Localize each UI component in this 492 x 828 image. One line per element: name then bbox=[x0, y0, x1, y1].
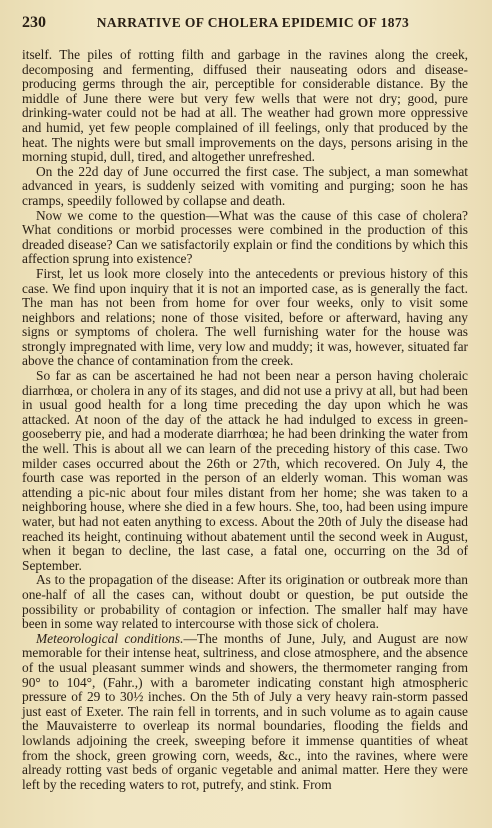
paragraph-case-history: So far as can be ascertained he had not been near a person having choleraic diarrhœa, or cholera in any of its stages, and did not use a privy at all, but had been in usual good health for a long time preceding the day upon which he was attacked. At noon of the day of the attack he had indulged to excess in green-gooseberry pie, and had a moderate diarrhœa; he had been drinking the water from the well. This is about all we can learn of the preceding history of this case. Two milder cases occurred about the 26th or 27th, which recovered. On July 4, the fourth case was reported in the person of an elderly woman. This woman was attending a pic-nic about four miles distant from her home; she was taken to a neighboring house, where she died in a few hours. She, too, had been using impure water, but had not eaten anything to excess. About the 20th of July the disease had reached its height, continuing without abatement until the second week in August, when it began to decline, the last case, a fatal one, occurring on the 3d of September. bbox=[22, 368, 468, 573]
meteorological-text: —The months of June, July, and August are now memorable for their intense heat, sultriness, and close atmosphere, and the absence of the usual pleasant summer winds and showers, the thermometer ranging from 90° to 104°, (Fahr.,) with a barometer indicating constant high atmospheric pressure of 29 to 30½ inches. On the 5th of July a very heavy rain-storm passed just east of Exeter. The rain fell in torrents, and in such volume as to again cause the Mauvaisterre to overleap its normal boundaries, flooding the fields and lowlands adjoining the creek, sweeping before it immense quantities of wheat from the shock, green growing corn, weeds, &c., into the ravines, where were already rotting vast beds of organic vegetable and animal matter. Here they were left by the receding waters to rot, putrefy, and stink. From bbox=[22, 630, 469, 792]
paragraph-propagation: As to the propagation of the disease: After its origination or outbreak more than one-half of all the cases can, without doubt or question, be put outside the possibility or probability of contagion or infection. The smaller half may have been in some way related to intercourse with those sick of cholera. bbox=[22, 572, 468, 632]
body-text bbox=[22, 48, 468, 792]
paragraph-first-case: On the 22d day of June occurred the first case. The subject, a man somewhat advanced in years, is suddenly seized with vomiting and purging; soon he has cramps, speedily followed by collapse and death. bbox=[22, 163, 468, 208]
page-header bbox=[22, 14, 468, 40]
paragraph-question: Now we come to the question—What was the cause of this case of cholera? What conditions or morbid processes were combined in the production of this dreaded disease? Can we satisfactorily explain or find the conditions by which this affection sprung into existence? bbox=[22, 207, 468, 267]
page-number: 230 bbox=[22, 14, 46, 31]
paragraph-antecedents: First, let us look more closely into the antecedents or previous history of this case. We find upon inquiry that it is not an imported case, as is generally the fact. The man has not been from home for over four weeks, only to visit some neighbors and relations; none of those visited, before or afterward, having any signs or symptoms of cholera. The well furnishing water for the house was strongly impregnated with lime, very low and muddy; it was, however, situated far above the chance of contamination from the creek. bbox=[22, 265, 468, 369]
paragraph-meteorological bbox=[22, 632, 468, 793]
meteorological-heading: Meteorological conditions. bbox=[36, 630, 184, 646]
paragraph-continuation: itself. The piles of rotting filth and garbage in the ravines along the creek, decomposing and fermenting, diffused their nauseating odors and disease-producing germs through the air, perceptible for considerable distance. By the middle of June there were but very few wells that were not dry; good, pure drinking-water could not be had at all. The weather had grown more oppressive and humid, yet few people complained of ill feelings, only that produced by the heat. The nights were but small improvements on the days, persons arising in the morning stupid, dull, tired, and altogether unrefreshed. bbox=[22, 47, 468, 165]
running-head: NARRATIVE OF CHOLERA EPIDEMIC OF 1873 bbox=[96, 15, 410, 30]
